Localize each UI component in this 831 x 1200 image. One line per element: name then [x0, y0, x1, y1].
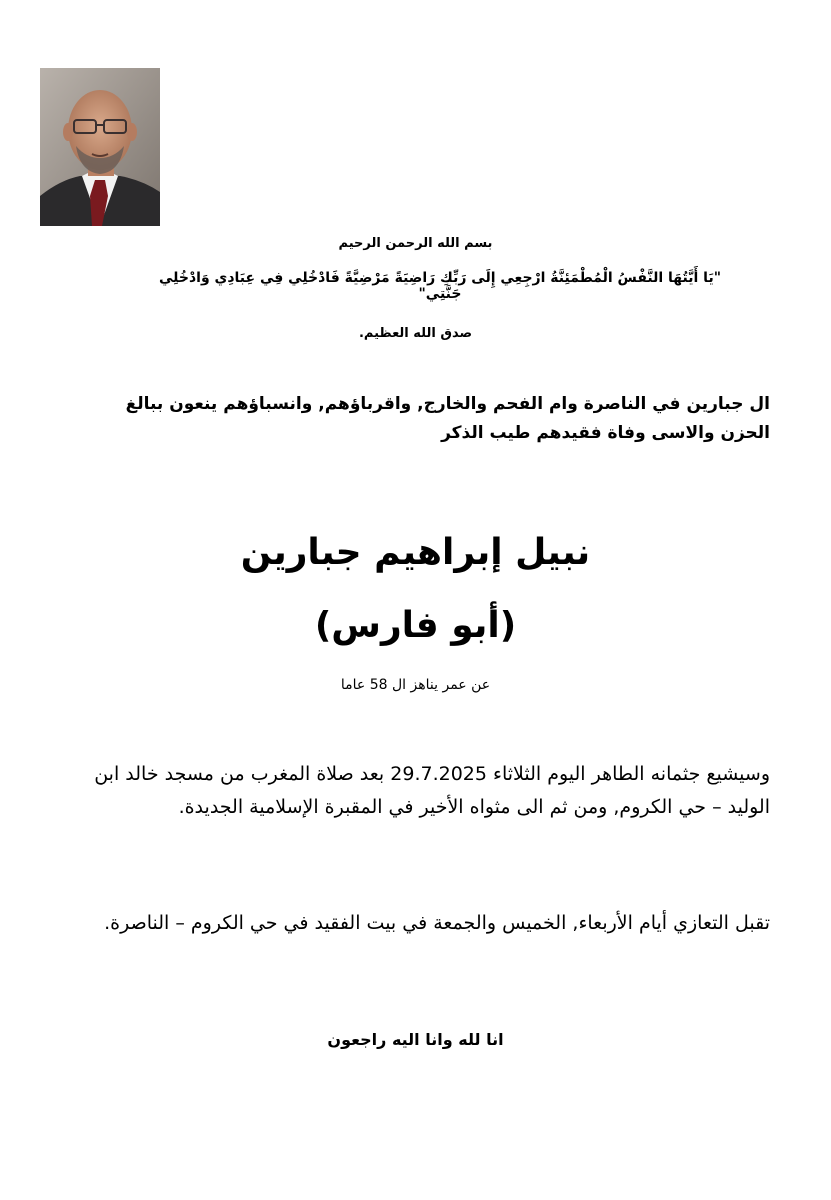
portrait-photo: [40, 68, 160, 226]
announcement-paragraph: ال جبارين في الناصرة وام الفحم والخارج, واقرباؤهم, وانسباؤهم ينعون ببالغ الحزن والاسى وفاة فقيدهم طيب الذكر: [125, 394, 770, 443]
condolences-details: تقبل التعازي أيام الأربعاء, الخميس والجمعة في بيت الفقيد في حي الكروم – الناصرة.: [104, 912, 770, 934]
age-line: عن عمر يناهز ال 58 عاما: [340, 677, 491, 693]
deceased-kunya: (أبو فارس): [314, 605, 517, 646]
closing-phrase: انا لله وانا اليه راجعون: [327, 1030, 504, 1049]
funeral-details: وسيشيع جثمانه الطاهر اليوم الثلاثاء 29.7.2025 بعد صلاة المغرب من مسجد خالد ابن الوليد – حي الكروم, ومن ثم الى مثواه الأخير في المقبرة الإسلامية الجديدة.: [94, 763, 770, 818]
basmala: بسم الله الرحمن الرحيم: [338, 236, 493, 251]
deceased-name: نبيل إبراهيم جبارين: [240, 532, 591, 573]
sadaq-allah: صدق الله العظيم.: [358, 326, 473, 341]
quran-verse: "يَا أَيَّتُهَا النَّفْسُ الْمُطْمَئِنَّةُ ارْجِعِي إِلَى رَبِّكِ رَاضِيَةً مَرْضِيَّةً فَادْخُلِي فِي عِبَادِي وَادْخُلِي جَنَّتِي": [159, 270, 721, 302]
